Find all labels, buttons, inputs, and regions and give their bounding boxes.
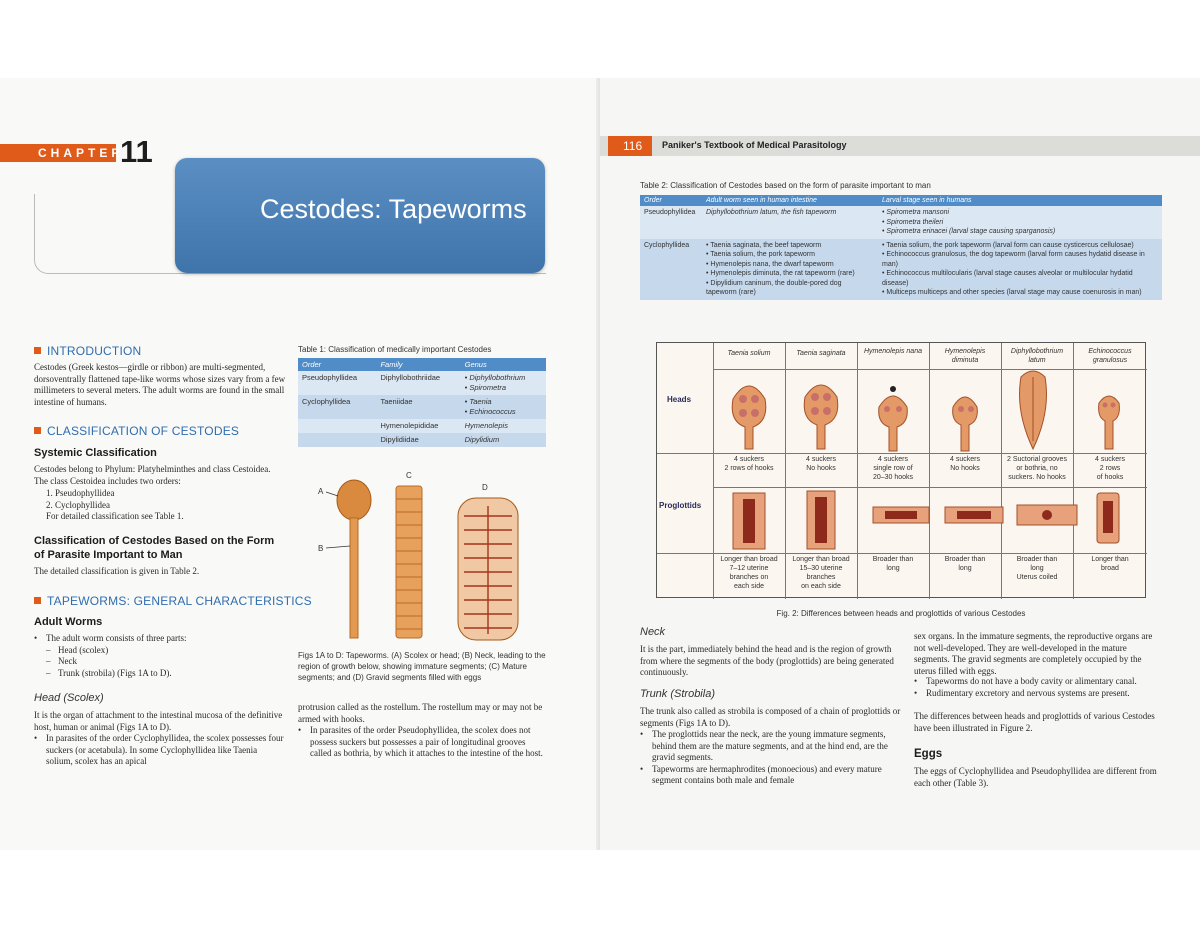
- fig2-proglottid-note: Longer than broad 7–12 uterine branches on each side: [720, 556, 778, 590]
- left-page: [0, 78, 600, 850]
- figure2-caption: Fig. 2: Differences between heads and proglottids of various Cestodes: [776, 609, 1026, 618]
- list-item: • The adult worm consists of three parts:: [34, 633, 187, 643]
- adult-list: [34, 633, 286, 679]
- fig2-row-proglottids: Proglottids: [659, 501, 702, 510]
- fig2-proglottid-note: Broader than long: [944, 556, 986, 572]
- fig2-proglottid-note: Broader than long Uterus coiled: [1016, 556, 1058, 581]
- fig2-col-diphyllobothrium: Diphyllobothrium latum: [1010, 348, 1064, 364]
- fig2-head-note: 4 suckers No hooks: [806, 456, 836, 472]
- list-item: • In parasites of the order Pseudophyllidea, the scolex does not possess suckers but possesses a pair of longitudinal grooves called as bothria, by which it attaches to the intestine of the host.: [298, 725, 543, 758]
- list-item: – Neck: [46, 656, 77, 666]
- gravid-segments-drawing: [458, 498, 518, 640]
- fig2-proglottid-note: Longer than broad 15–30 uterine branches on each side: [792, 556, 850, 590]
- col2-list: [298, 725, 548, 760]
- fig2-head-note: 4 suckers single row of 20–30 hooks: [872, 456, 914, 481]
- list-item: • Rudimentary excretory and nervous systems are present.: [914, 687, 1130, 698]
- classification-heading: CLASSIFICATION OF CESTODES: [34, 424, 239, 438]
- form-text: The detailed classification is given in Table 2.: [34, 566, 200, 576]
- table-row: Dipylidiidae Dipylidium: [298, 433, 546, 447]
- figure1-caption: Figs 1A to D: Tapeworms. (A) Scolex or head; (B) Neck, leading to the region of growth below, showing immature segments; (C) Mature segments; and (D) Gravid segments filled with eggs: [298, 651, 546, 682]
- table-header: Larval stage seen in humans: [878, 195, 1162, 206]
- form-heading: Classification of Cestodes Based on the Form of Parasite Important to Man: [34, 535, 275, 561]
- col2-note: The differences between heads and proglottids of various Cestodes have been illustrated in Figure 2.: [914, 711, 1155, 733]
- table-row: Cyclophyllidea Taeniidae • Taenia • Echinococcus: [298, 395, 546, 419]
- table-row: Pseudophyllidea Diphyllobothrium latum, the fish tapeworm • Spirometra mansoni • Spirometra theileri • Spirometra erinacei (larval stage causing sparganosis): [640, 206, 1162, 239]
- col2-list: [914, 676, 1162, 699]
- trunk-heading: Trunk (Strobila): [640, 688, 715, 700]
- fig1-label-a: A: [318, 487, 324, 496]
- fig2-head-note: 2 Suctorial grooves or bothria, no suckers. No hooks: [1007, 456, 1067, 481]
- table2: [640, 195, 1162, 300]
- eggs-heading: Eggs: [914, 748, 943, 760]
- trunk-text: The trunk also called as strobila is composed of a chain of proglottids or segments (Figs 1A to D).: [640, 706, 901, 728]
- figure2-grid: [656, 342, 1146, 598]
- fig2-head-note: 4 suckers 2 rows of hooks: [1095, 456, 1125, 481]
- fig2-row-heads: Heads: [667, 395, 692, 404]
- list-item: • Tapeworms are hermaphrodites (monoecious) and every mature segment contains both male and female: [640, 763, 882, 785]
- fig2-head-note: 4 suckers No hooks: [950, 456, 980, 472]
- list-item: For detailed classification see Table 1.: [46, 511, 184, 521]
- fig2-col-hymenolepis-diminuta: Hymenolepis diminuta: [944, 348, 986, 364]
- fig2-col-hymenolepis-nana: Hymenolepis nana: [864, 348, 922, 355]
- fig1-label-d: D: [482, 483, 488, 492]
- list-item: – Trunk (strobila) (Figs 1A to D).: [46, 667, 172, 678]
- fig2-proglottid-note: Longer than broad: [1091, 556, 1129, 572]
- col2-text: protrusion called as the rostellum. The rostellum may or may not be armed with hooks.: [298, 702, 543, 724]
- list-item: • In parasites of the order Cyclophyllidea, the scolex possesses four suckers (or acetabula). In some Cyclophyllidea like Taenia solium, scolex has an apical: [34, 733, 284, 766]
- orders-list: [34, 488, 286, 523]
- fig1-label-c: C: [406, 471, 412, 480]
- systemic-heading: Systemic Classification: [34, 447, 157, 459]
- table-row: Hymenolepididae Hymenolepis: [298, 419, 546, 433]
- page-number: 116: [608, 136, 652, 156]
- table-row: Cyclophyllidea • Taenia saginata, the beef tapeworm • Taenia solium, the pork tapeworm • Hymenolepis nana, the dwarf tapeworm • Hymenolepis diminuta, the rat tapeworm (rare) • Dipylidium caninum, the double-pored dog tapeworm (rare) • Taenia solium, the pork tapeworm (larval form can cause cysticercus cellulosae) • Echinococcus granulosus, the dog tapeworm (larval form causes hydatid disease in man) • Echinococcus multilocularis (larval stage causes alveolar or multilocular hydatid disease) • Multiceps multiceps and other species (larval stage may cause coenurosis in man): [640, 239, 1162, 300]
- col2-text: sex organs. In the immature segments, the reproductive organs are not well-developed. They are well-developed in the mature segments. The gravid segments are completely occupied by the uterus filled with eggs.: [914, 631, 1153, 676]
- table-header: Family: [376, 358, 460, 371]
- general-heading: TAPEWORMS: GENERAL CHARACTERISTICS: [34, 594, 312, 608]
- square-bullet-icon: [34, 427, 41, 434]
- adult-heading: Adult Worms: [34, 616, 103, 628]
- mature-segments-drawing: [396, 486, 422, 638]
- scolex-neck-drawing: [337, 480, 371, 638]
- list-item: – Head (scolex): [46, 644, 109, 655]
- head-heading: Head (Scolex): [34, 692, 104, 704]
- fig2-proglottid-note: Broader than long: [872, 556, 914, 572]
- chapter-title: Cestodes: Tapeworms: [260, 194, 527, 224]
- square-bullet-icon: [34, 597, 41, 604]
- list-item: • The proglottids near the neck, are the young immature segments, behind them are the mature segments, and at the hind end, are the gravid segments.: [640, 729, 888, 762]
- table1: [298, 358, 546, 447]
- table-header: Order: [640, 195, 702, 206]
- table2-caption: Table 2: Classification of Cestodes based on the form of parasite important to man: [640, 181, 931, 190]
- figure1-illustration: [300, 466, 540, 646]
- head-text: It is the organ of attachment to the intestinal mucosa of the definitive host, human or animal (Figs 1A to D).: [34, 710, 283, 732]
- list-item: 2. Cyclophyllidea: [46, 499, 110, 510]
- list-item: 1. Pseudophyllidea: [46, 488, 115, 498]
- neck-text: It is the part, immediately behind the head and is the region of growth from where the segments of the body (proglottids) are being generated continuously.: [640, 644, 894, 677]
- eggs-text: The eggs of Cyclophyllidea and Pseudophyllidea are different from each other (Table 3).: [914, 766, 1157, 788]
- table-header: Genus: [461, 358, 546, 371]
- fig2-col-taenia-solium: Taenia solium: [727, 350, 771, 357]
- systemic-text: Cestodes belong to Phylum: Platyhelminthes and class Cestoidea. The class Cestoidea includes two orders:: [34, 464, 271, 486]
- intro-text: Cestodes (Greek kestos—girdle or ribbon) are multi-segmented, dorsoventrally flattened tape-like worms whose sizes vary from a few millimeters to several meters. The adult worms are found in the small intestine of humans.: [34, 362, 286, 407]
- head-list: [34, 733, 286, 768]
- fig2-heads-drawing: [713, 369, 1147, 453]
- list-item: • Tapeworms do not have a body cavity or alimentary canal.: [914, 676, 1137, 686]
- trunk-list: [640, 729, 902, 787]
- fig2-proglottids-drawing: [713, 487, 1147, 553]
- running-title: Paniker's Textbook of Medical Parasitology: [662, 140, 847, 150]
- chapter-number: 11: [120, 134, 153, 169]
- fig2-col-taenia-saginata: Taenia saginata: [796, 350, 846, 357]
- table-header: Adult worm seen in human intestine: [702, 195, 878, 206]
- table1-caption: Table 1: Classification of medically important Cestodes: [298, 345, 492, 354]
- table-header: Order: [298, 358, 376, 371]
- fig1-label-b: B: [318, 544, 324, 553]
- intro-heading: INTRODUCTION: [34, 344, 141, 358]
- table-row: Pseudophyllidea Diphyllobothriidae • Diphyllobothrium • Spirometra: [298, 371, 546, 395]
- fig2-col-echinococcus: Echinococcus granulosus: [1088, 348, 1132, 364]
- neck-heading: Neck: [640, 626, 666, 638]
- chapter-label: CHAPTER: [38, 146, 125, 160]
- fig2-head-note: 4 suckers 2 rows of hooks: [724, 456, 774, 472]
- square-bullet-icon: [34, 347, 41, 354]
